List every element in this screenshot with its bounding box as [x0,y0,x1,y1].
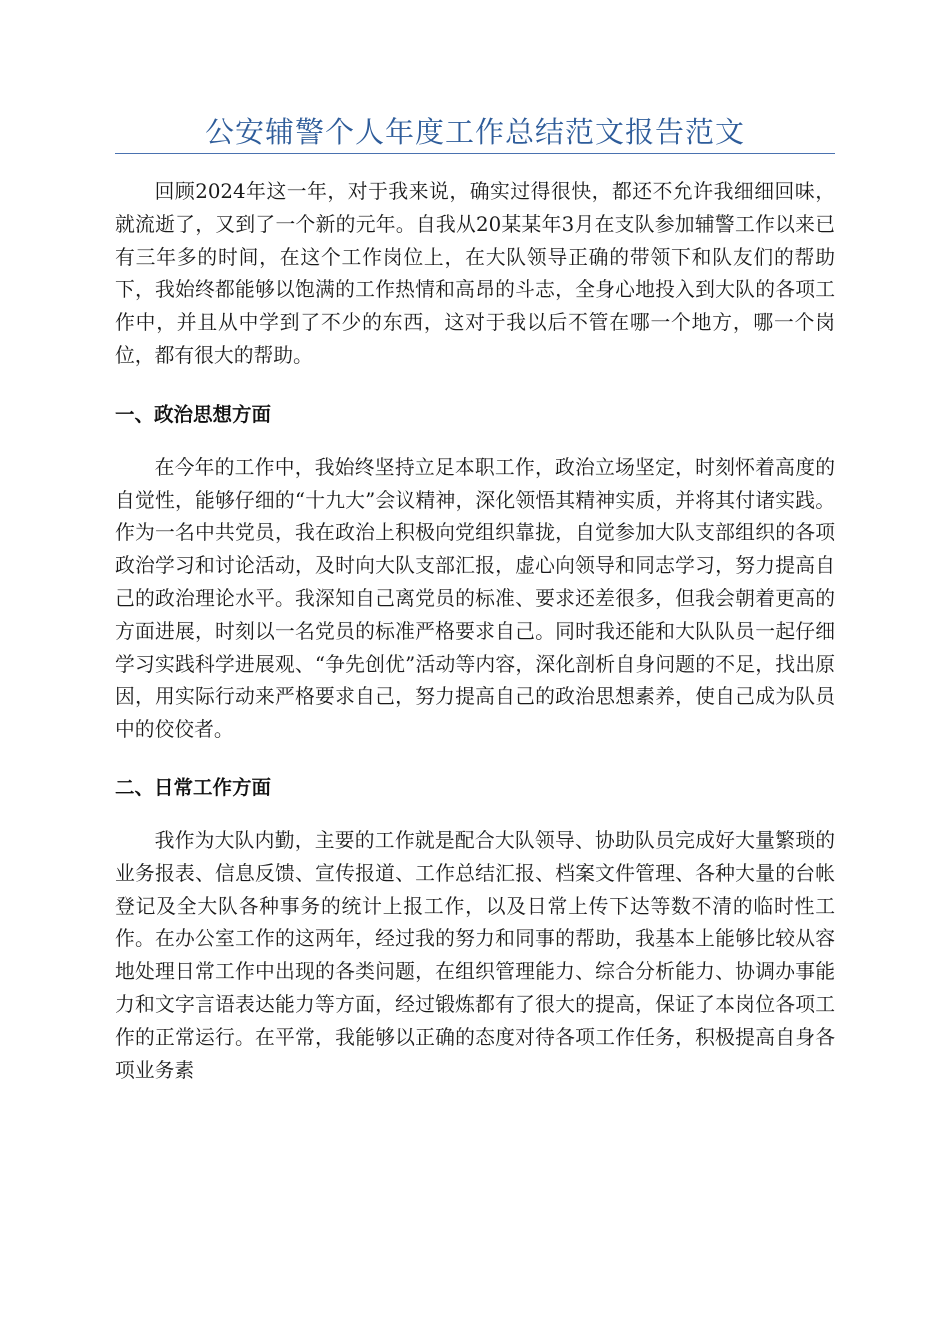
paragraph-political: 在今年的工作中，我始终坚持立足本职工作，政治立场坚定，时刻怀着高度的自觉性，能够仔细的“十九大”会议精神，深化领悟其精神实质，并将其付诸实践。作为一名中共党员，我在政治上积极向党组织靠拢，自觉参加大队支部组织的各项政治学习和讨论活动，及时向大队支部汇报，虚心向领导和同志学习，努力提高自己的政治理论水平。我深知自己离党员的标准、要求还差很多，但我会朝着更高的方面进展，时刻以一名党员的标准严格要求自己。同时我还能和大队队员一起仔细学习实践科学进展观、“争先创优”活动等内容，深化剖析自身问题的不足，找出原因，用实际行动来严格要求自己，努力提高自己的政治思想素养，使自己成为队员中的佼佼者。 [115,455,835,742]
document-title: 公安辅警个人年度工作总结范文报告范文 [204,115,745,149]
section-heading-daily-work: 二、日常工作方面 [115,775,272,799]
document-body [115,176,835,1087]
paragraph-daily-work: 我作为大队内勤，主要的工作就是配合大队领导、协助队员完成好大量繁琐的业务报表、信息反馈、宣传报道、工作总结汇报、档案文件管理、各种大量的台帐登记及全大队各种事务的统计上报工作，以及日常上传下达等数不清的临时性工作。在办公室工作的这两年，经过我的努力和同事的帮助，我基本上能够比较从容地处理日常工作中出现的各类问题，在组织管理能力、综合分析能力、协调办事能力和文字言语表达能力等方面，经过锻炼都有了很大的提高，保证了本岗位各项工作的正常运行。在平常，我能够以正确的态度对待各项工作任务，积极提高自身各项业务素 [115,828,835,1082]
title-underline [115,153,835,154]
paragraph-intro: 回顾2024年这一年，对于我来说，确实过得很快，都还不允许我细细回味，就流逝了，又到了一个新的元年。自我从20某某年3月在支队参加辅警工作以来已有三年多的时间，在这个工作岗位上，在大队领导正确的带领下和队友们的帮助下，我始终都能够以饱满的工作热情和高昂的斗志，全身心地投入到大队的各项工作中，并且从中学到了不少的东西，这对于我以后不管在哪一个地方，哪一个岗位，都有很大的帮助。 [115,180,835,367]
section-heading-political: 一、政治思想方面 [115,402,272,426]
